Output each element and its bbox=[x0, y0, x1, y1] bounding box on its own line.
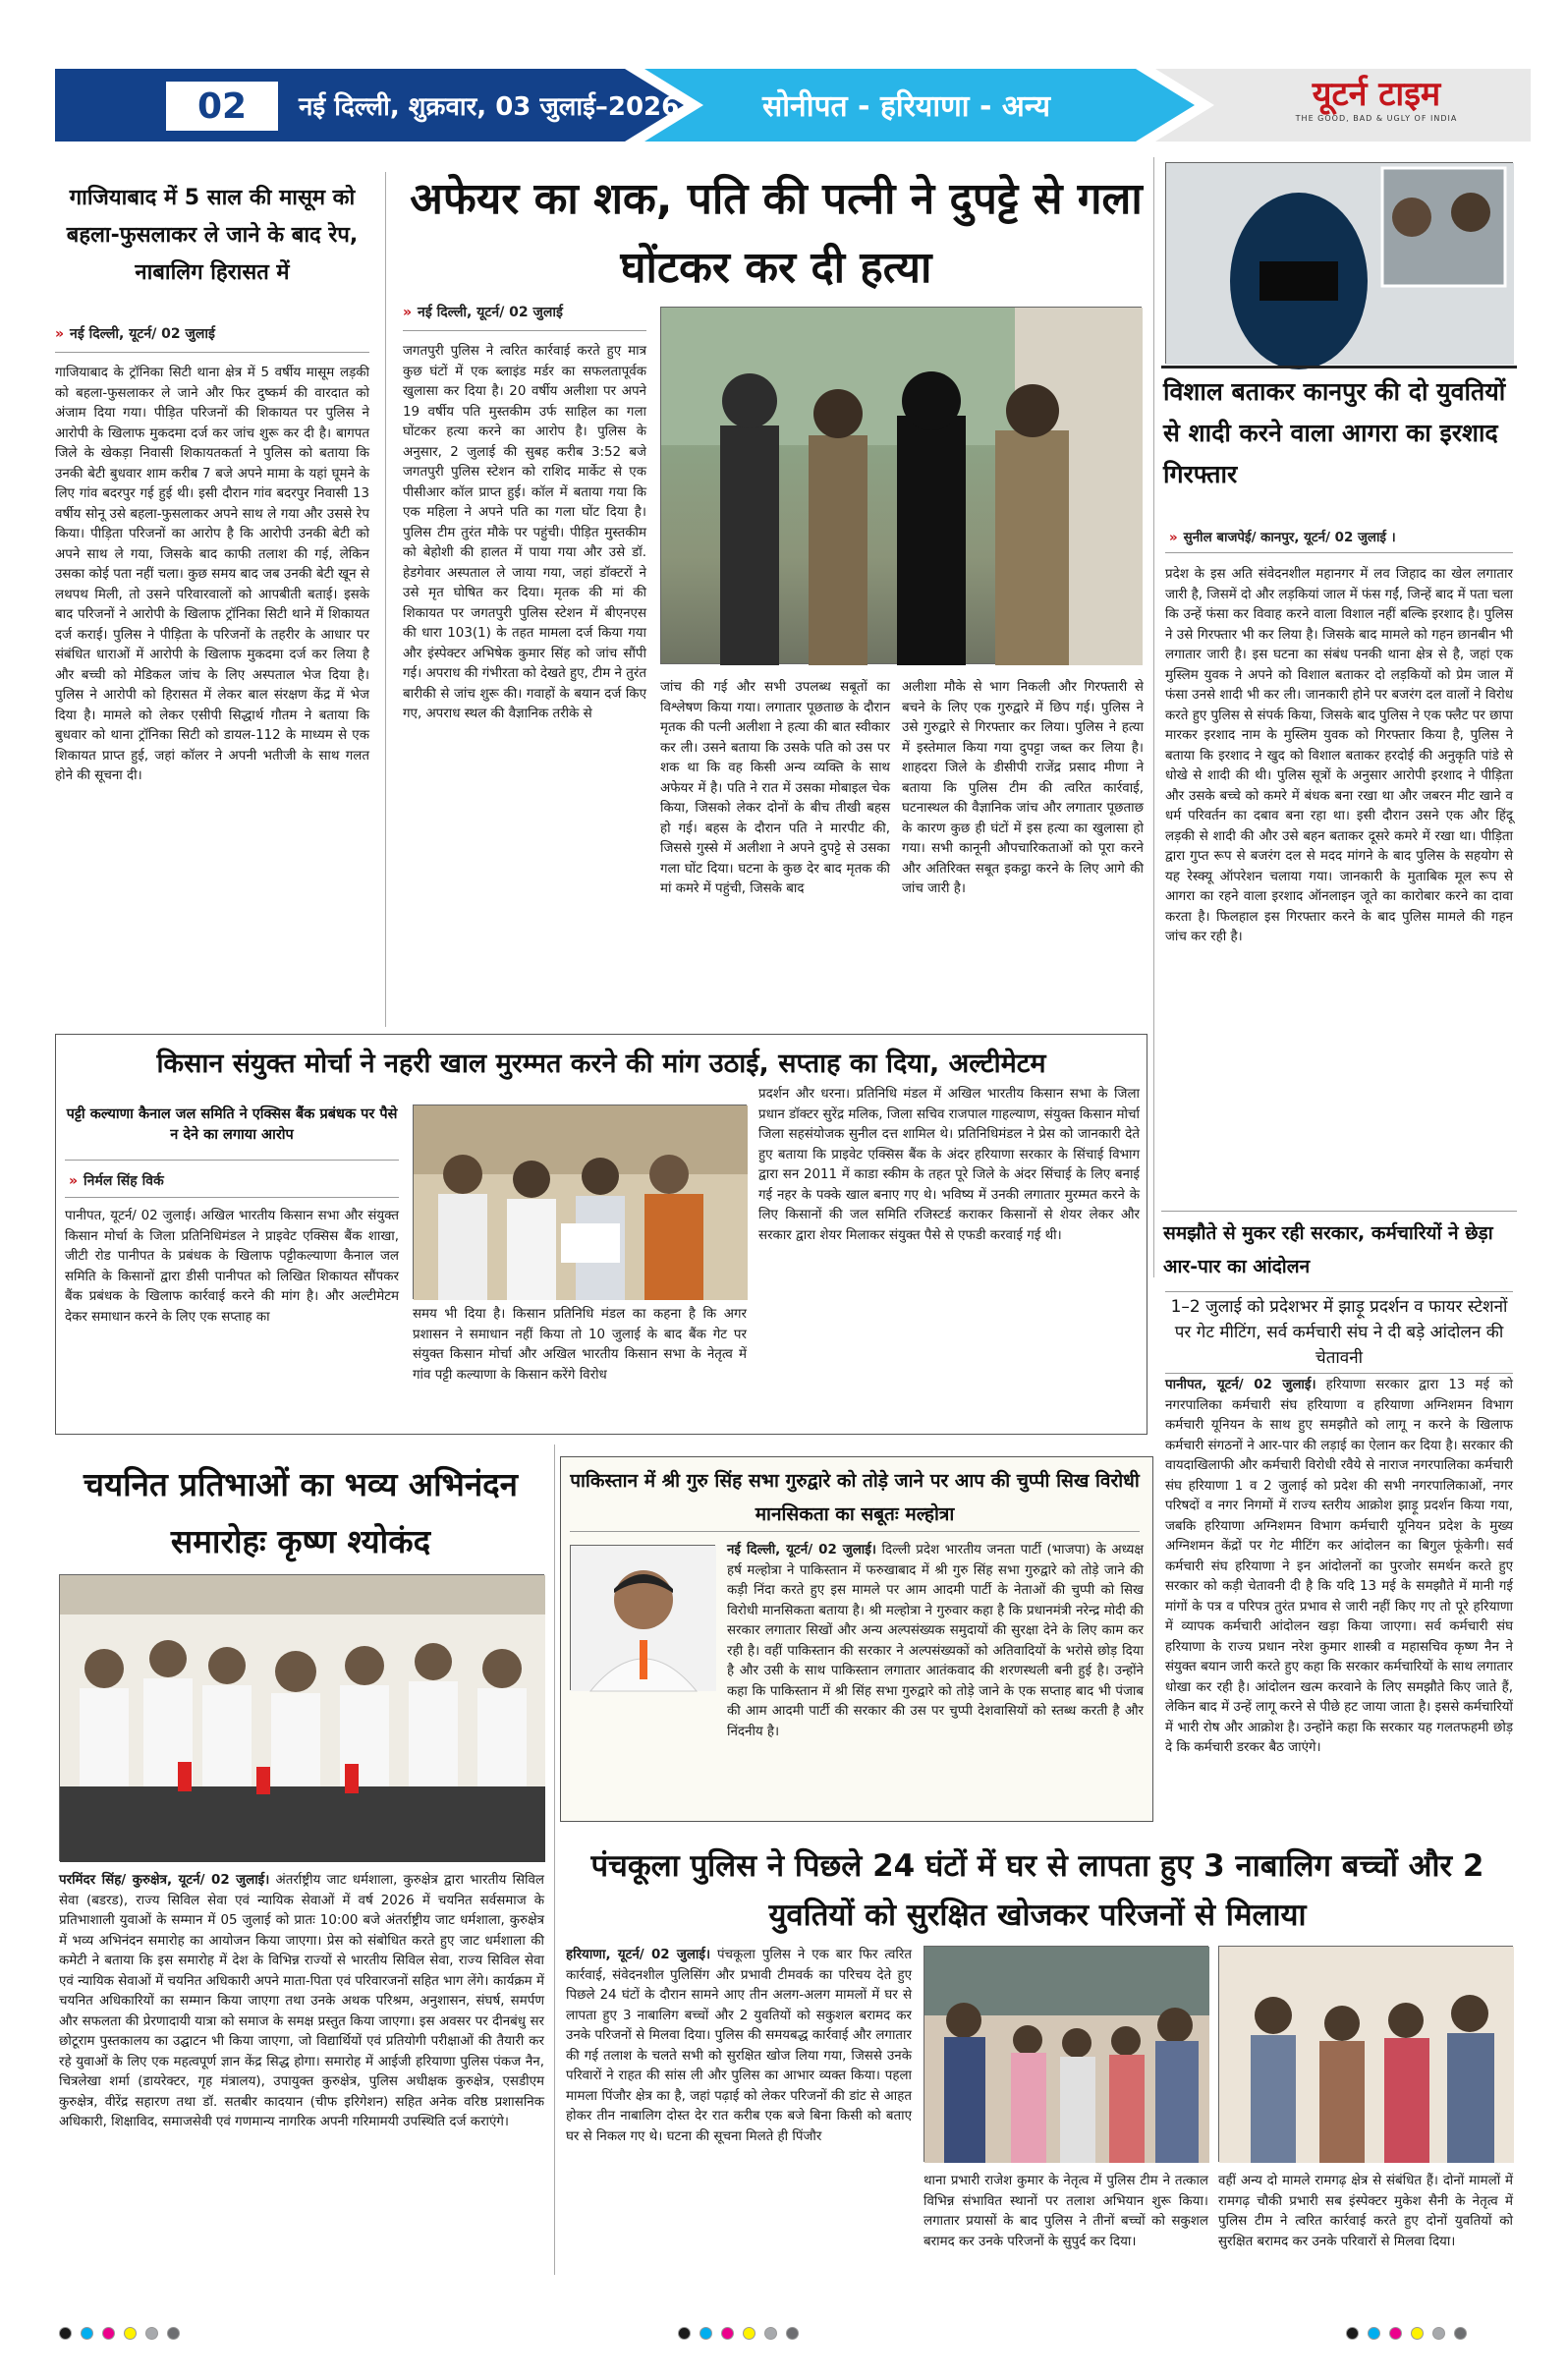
kisan-subhead: पट्टी कल्याणा कैनाल जल समिति ने एक्सिस बैंक प्रबंधक पर पैसे न देने का लगाया आरोप bbox=[66, 1106, 398, 1143]
gurudwara-headline: पाकिस्तान में श्री गुरु सिंह सभा गुरुद्वारे को तोड़े जाने पर आप की चुप्पी सिख विरोधी मानसिकता का सबूतः मल्होत्रा bbox=[570, 1464, 1140, 1532]
header-bar bbox=[55, 61, 1531, 149]
kanpur-dateline: » सुनील बाजपेई/ कानपुर, यूटर्न/ 02 जुलाई । bbox=[1169, 531, 1396, 545]
panchkula-photo-1 bbox=[923, 1946, 1208, 2162]
karmchari-dateline: पानीपत, यूटर्न/ 02 जुलाई। bbox=[1165, 1378, 1316, 1392]
gurudwara-body-text: दिल्ली प्रदेश भारतीय जनता पार्टी (भाजपा) के अध्यक्ष हर्ष मल्होत्रा ने पाकिस्तान में फरुखाबाद में श्री गुरु सिंह सभा गुरुद्वारे को तोड़े जाने की कड़ी निंदा करते हुए इस मामले पर आम आदमी पार्टी के नेताओं की चुप्पी को सिख विरोधी मानसिकता बताया है। श्री मल्होत्रा ने गुरुवार कहा है कि प्रधानमंत्री नरेन्द्र मोदी की सरकार लगातार सिखों और अन्य अल्पसंख्यक समुदायों की सुरक्षा देने के लिए काम कर रही है। वहीं पाकिस्तान की सरकार ने अल्पसंख्यकों को अतिवादियों के भरोसे छोड़ दिया है और उसी के साथ पाकिस्तान लगातार आतंकवाद की शरणस्थली बनी हुई है। उन्होंने कहा कि पाकिस्तान में श्री सिंह सभा गुरुद्वारे को तोड़े जाने के एक सप्ताह बाद भी पंजाब की आम आदमी पार्टी की सरकार की उस पर चुप्पी देशवासियों को स्तब्ध करती है और निंदनीय है। bbox=[727, 1543, 1144, 1739]
panchkula-body-col2: थाना प्रभारी राजेश कुमार के नेतृत्व में पुलिस टीम ने तत्काल विभिन्न संभावित स्थानों पर तलाश अभियान शुरू किया। लगातार प्रयासों के बाद पुलिस ने तीनों बच्चों को सकुशल बरामद कर उनके परिजनों के सुपुर्द कर दिया। bbox=[923, 2174, 1208, 2249]
abhinandan-photo-figures bbox=[60, 1575, 545, 1862]
kanpur-headline: विशाल बताकर कानपुर की दो युवतियों से शादी करने वाला आगरा का इरशाद गिरफ्तार bbox=[1163, 377, 1506, 488]
color-dot-icon bbox=[124, 2327, 137, 2340]
panchkula-photo-2-figures bbox=[1219, 1947, 1514, 2163]
color-dot-icon bbox=[743, 2327, 756, 2340]
masthead-logo bbox=[1234, 75, 1519, 134]
footer-color-dots-right bbox=[1346, 2325, 1476, 2344]
column-divider bbox=[385, 172, 386, 1027]
color-dot-icon bbox=[721, 2327, 734, 2340]
panchkula-body-col1 bbox=[566, 1946, 912, 2260]
gurudwara-body bbox=[727, 1541, 1144, 1739]
color-dot-icon bbox=[102, 2327, 115, 2340]
abhinandan-dateline: परमिंदर सिंह/ कुरुक्षेत्र, यूटर्न/ 02 जुलाई। bbox=[59, 1873, 270, 1888]
kisan-body-col1: पानीपत, यूटर्न/ 02 जुलाई। अखिल भारतीय किसान सभा और संयुक्त किसान मोर्चा के जिला प्रतिनिधिमंडल ने प्राइवेट एक्सिस बैंक शाखा, जीटी रोड पानीपत के प्रबंधक के खिलाफ पट्टीकल्याणा कैनाल जल समिति के किसानों द्वारा डीसी पानीपत को लिखित शिकायत सौंपकर बैंक प्रबंधक के खिलाफ कार्रवाई करने की मांग है। और अल्टीमेटम देकर समाधान करने के लिए एक सप्ताह का bbox=[65, 1209, 399, 1325]
affair-photo bbox=[660, 307, 1142, 664]
affair-body-col1: जगतपुरी पुलिस ने त्वरित कार्रवाई करते हुए मात्र कुछ घंटों में एक ब्लाइंड मर्डर का सफलतापूर्वक खुलासा कर दिया है। 20 वर्षीय अलीशा पर अपने 19 वर्षीय पति मुस्तकीम उर्फ साहिल का गला घोंटकर हत्या करने का आरोप है। पुलिस के अनुसार, 2 जुलाई की सुबह करीब 3:52 बजे जगतपुरी पुलिस स्टेशन को राशिद मार्केट से एक पीसीआर कॉल प्राप्त हुई। कॉल में बताया गया कि एक महिला ने अपने पति का गला घोंट दिया है। पुलिस टीम तुरंत मौके पर पहुंची। पीड़ित मुस्तकीम को बेहोशी की हालत में पाया गया और उसे डॉ. हेडगेवार अस्पताल ले जाया गया, जहां डॉक्टरों ने उसे मृत घोषित कर दिया। मृतक की मां की शिकायत पर जगतपुरी पुलिस स्टेशन में बीएनएस की धारा 103(1) के तहत मामला दर्ज किया गया और इंस्पेक्टर अभिषेक कुमार सिंह को जांच सौंपी गई। अपराध की गंभीरता को देखते हुए, टीम ने तुरंत बारीकी से जांच शुरू की। गवाहों के बयान दर्ज किए गए, अपराध स्थल की वैज्ञानिक तरीके से bbox=[403, 344, 646, 721]
color-dot-icon bbox=[764, 2327, 777, 2340]
gurudwara-photo-portrait bbox=[571, 1546, 716, 1691]
abhinandan-photo bbox=[59, 1574, 544, 1861]
affair-dateline: » नई दिल्ली, यूटर्न/ 02 जुलाई bbox=[403, 305, 563, 320]
color-dot-icon bbox=[1346, 2327, 1359, 2340]
kanpur-body: प्रदेश के इस अति संवेदनशील महानगर में लव जिहाद का खेल लगातार जारी है, जिसमें दो और लड़कियां जाल में फंस गईं, जिन्हें बाद में पता चला कि उन्हें फंसा कर विवाह करने वाला विशाल नहीं बल्कि इरशाद है। पुलिस ने उसे गिरफ्तार भी कर लिया है। जिसके बाद मामले को गहन छानबीन भी लगातार जारी है। इस घटना का संबंध पनकी थाना क्षेत्र से है, जहां एक मुस्लिम युवक ने अपने को विशाल बताकर दो लड़कियों को प्रेम जाल में फंसा उनसे शादी भी कर ली। जानकारी होने पर बजरंग दल वालों ने विरोध करते हुए पुलिस से संपर्क किया, जिसके बाद पुलिस ने एक फ्लैट पर छापा मारकर इरशाद नाम के मुस्लिम युवक को गिरफ्तार किया है, पुलिस ने बताया कि इरशाद ने खुद को विशाल बताकर हरदोई की अनुकृति पांडे से धोखे से शादी की थी। पुलिस सूत्रों के अनुसार आरोपी इरशाद ने पीड़िता और उसके बच्चे को कमरे में बंधक बना रखा था और जबरन मीट खाने व धर्म परिवर्तन का दबाव बना रहा था। इसी दौरान उसने एक और हिंदू लड़की से शादी की और उसे बहन बताकर दूसरे कमरे में रखा था। पीड़िता द्वारा गुप्त रूप से बजरंग दल से मदद मांगने के बाद पुलिस के सहयोग से यह रेस्क्यू ऑपरेशन चलाया गया। जानकारी के मुताबिक मूल रूप से आगरा का रहने वाला इरशाद ऑनलाइन जूते का कारोबार करने का दावा करता है। फिलहाल इस गिरफ्तार करने के बाद पुलिस मामले की गहन जांच कर रही है। bbox=[1165, 567, 1513, 944]
gurudwara-dateline: नई दिल्ली, यूटर्न/ 02 जुलाई। bbox=[727, 1543, 876, 1558]
dateline-chevron-icon: » bbox=[403, 305, 413, 320]
column-divider bbox=[1153, 157, 1154, 1277]
kisan-photo bbox=[413, 1105, 747, 1299]
affair-headline: अफेयर का शक, पति की पत्नी ने दुपट्टे से गला घोंटकर कर दी हत्या bbox=[410, 174, 1143, 293]
kisan-dateline: » निर्मल सिंह विर्क bbox=[69, 1173, 164, 1189]
dateline-chevron-icon: » bbox=[69, 1173, 79, 1189]
panchkula-body-text: पंचकूला पुलिस ने एक बार फिर त्वरित कार्रवाई, संवेदनशील पुलिसिंग और प्रभावी टीमवर्क का परिचय देते हुए पिछले 24 घंटों के दौरान सामने आए तीन अलग-अलग मामलों में घर से लापता हुए 3 नाबालिग बच्चों और 2 युवतियों को सकुशल बरामद कर उनके परिजनों से मिलवा दिया। पुलिस की समयबद्ध कार्रवाई और लगातार की गई तलाश के चलते सभी को सुरक्षित खोज लिया गया, जिससे उनके परिवारों ने राहत की सांस ली और पुलिस का आभार व्यक्त किया। पहला मामला पिंजौर क्षेत्र का है, जहां पढ़ाई को लेकर परिजनों की डांट से आहत होकर तीन नाबालिग दोस्त देर रात करीब एक बजे बिना किसी को बताए घर से निकल गए थे। घटना की सूचना मिलते ही पिंजौर bbox=[566, 1948, 912, 2144]
color-dot-icon bbox=[678, 2327, 691, 2340]
dateline-chevron-icon: » bbox=[1169, 531, 1178, 545]
gurudwara-photo bbox=[570, 1545, 715, 1690]
kisan-body-col3: प्रदर्शन और धरना। प्रतिनिधि मंडल में अखिल भारतीय किसान सभा के जिला प्रधान डॉक्टर सुरेंद्र मलिक, जिला सचिव राजपाल गाहल्याण, संयुक्त किसान मोर्चा जिला सहसंयोजक सुनील दत्त शामिल थे। प्रतिनिधिमंडल ने प्रेस को जानकारी देते हुए बताया कि प्राइवेट एक्सिस बैंक के अंदर हरियाणा सरकार के सिंचाई विभाग द्वारा सन 2011 में काडा स्कीम के तहत पूरे जिले के अंदर सिंचाई के लिए बनाई गई नहर के पक्के खाल बनाए गए थे। भविष्य में उनकी लगातार मुरम्मत करने के लिए किसानों की जल समिति रजिस्टर्ड कराकर किसानों से शेयर लेकर और सरकार द्वारा शेयर मिलाकर संयुक्त पैसे से एफडी करवाई गई थी। bbox=[758, 1087, 1140, 1243]
section-title: सोनीपत - हरियाणा - अन्य bbox=[762, 89, 1051, 124]
date-line: नई दिल्ली, शुक्रवार, 03 जुलाई–2026 bbox=[299, 92, 680, 122]
panchkula-photo-2 bbox=[1218, 1946, 1513, 2162]
footer-color-dots-center bbox=[678, 2325, 808, 2344]
color-dot-icon bbox=[1411, 2327, 1424, 2340]
kanpur-dateline-rule bbox=[1165, 552, 1513, 553]
panchkula-body-col3: वहीं अन्य दो मामले रामगढ़ क्षेत्र से संबंधित हैं। दोनों मामलों में रामगढ़ चौकी प्रभारी सब इंस्पेक्टर मुकेश सैनी के नेतृत्व में पुलिस टीम ने त्वरित कार्रवाई करते हुए दोनों युवतियों को सुरक्षित बरामद कर उनके परिवारों से मिलवा दिया। bbox=[1218, 2174, 1513, 2249]
ghaziabad-headline: गाजियाबाद में 5 साल की मासूम को बहला-फुसलाकर ले जाने के बाद रेप, नाबालिग हिरासत में bbox=[66, 186, 359, 285]
karmchari-subhead: 1–2 जुलाई को प्रदेशभर में झाड़ू प्रदर्शन व फायर स्टेशनों पर गेट मीटिंग, सर्व कर्मचारी संघ ने दी बड़े आंदोलन की चेतावनी bbox=[1165, 1291, 1513, 1374]
color-dot-icon bbox=[167, 2327, 180, 2340]
abhinandan-headline: चयनित प्रतिभाओं का भव्य अभिनंदन समारोहः कृष्ण श्योकंद bbox=[84, 1465, 518, 1560]
affair-photo-figures bbox=[661, 308, 1143, 665]
karmchari-top-rule bbox=[1161, 1211, 1517, 1212]
panchkula-photo-1-figures bbox=[924, 1947, 1209, 2163]
ghaziabad-body: गाजियाबाद के ट्रॉनिका सिटी थाना क्षेत्र में 5 वर्षीय मासूम लड़की को बहला-फुसलाकर ले जाने और फिर दुष्कर्म की वारदात को अंजाम दिया गया। पीड़ित परिजनों की शिकायत पर पुलिस ने आरोपी के खिलाफ मुकदमा दर्ज कर जांच शुरू कर दी है। बागपत जिले के खेकड़ा निवासी शिकायतकर्ता ने पुलिस को बताया कि उनकी बेटी बुधवार शाम करीब 7 बजे अपने मामा के यहां घूमने के लिए गांव बदरपुर गई हुई थी। इसी दौरान गांव बदरपुर निवासी 13 वर्षीय सोनू उसे बहला-फुसलाकर अपने साथ ले गया और उससे रेप किया। पीड़िता परिजनों का आरोप है कि आरोपी उनकी बेटी को अपने साथ ले गया, जिसके बाद काफी तलाश की गई, लेकिन उसका कोई पता नहीं चला। कुछ समय बाद जब उनकी बेटी खून से लथपथ मिली, तो उसने परिवारवालों को आपबीती बताई। इसके बाद परिजनों ने आरोपी के खिलाफ ट्रॉनिका सिटी थाने में शिकायत दर्ज कराई। पुलिस ने पीड़िता के परिजनों के तहरीर के आधार पर संबंधित धाराओं में आरोपी के खिलाफ मुकदमा दर्ज कर लिया है और बच्ची को मेडिकल जांच के लिए अस्पताल भेज दिया है। पुलिस ने आरोपी को हिरासत में लेकर बाल संरक्षण केंद्र में भेज दिया है। मामले को लेकर एसीपी सिद्धार्थ गौतम ने बताया कि बुधवार को थाना ट्रॉनिका सिटी को डायल-112 के माध्यम से एक शिकायत प्राप्त हुई, जहां कॉलर ने अपनी भतीजी के साथ गलत होने की सूचना दी। bbox=[55, 366, 369, 783]
footer-color-dots-left bbox=[59, 2325, 189, 2344]
ghaziabad-dateline-rule bbox=[55, 352, 369, 353]
color-dot-icon bbox=[1454, 2327, 1467, 2340]
affair-body-col2: जांच की गई और सभी उपलब्ध सबूतों का विश्लेषण किया गया। लगातार पूछताछ के दौरान मृतक की पत्नी अलीशा ने हत्या की बात स्वीकार कर ली। उसने बताया कि उसके पति को उस पर शक था कि वह किसी अन्य व्यक्ति के साथ अफेयर में है। पति ने रात में उसका मोबाइल चेक किया, जिसको लेकर दोनों के बीच तीखी बहस हो गई। बहस के दौरान पति ने मारपीट की, जिससे गुस्से में अलीशा ने अपने दुपट्टे से उसका गला घोंट दिया। घटना के कुछ देर बाद मृतक की मां कमरे में पहुंची, जिसके बाद bbox=[660, 680, 890, 896]
abhinandan-body-text: अंतर्राष्ट्रीय जाट धर्मशाला, कुरुक्षेत्र द्वारा भारतीय सिविल सेवा (बडरड), राज्य सिविल सेवा एवं न्यायिक सेवाओं में वर्ष 2026 में चयनित सर्वसमाज के प्रतिभाशाली युवाओं के सम्मान में 05 जुलाई को प्रातः 10:00 बजे अंतर्राष्ट्रीय जाट धर्मशाला, कुरुक्षेत्र में भव्य अभिनंदन समारोह का आयोजन किया जाएगा। प्रेस को संबोधित करते हुए जाट धर्मशाला की कमेटी ने बताया कि इस समारोह में देश के विभिन्न राज्यों से भारतीय सिविल सेवा, राज्य सिविल सेवा एवं न्यायिक सेवाओं में चयनित अधिकारी अपने माता-पिता एवं परिवारजनों सहित भाग लेंगे। कार्यक्रम में चयनित अधिकारियों का सम्मान किया जाएगा तथा उनके अथक परिश्रम, अनुशासन, संघर्ष, समर्पण और सफलता की प्रेरणादायी यात्रा को समाज के समक्ष प्रस्तुत किया जाएगा। इस अवसर पर दीनबंधु सर छोटूराम पुस्तकालय का उद्घाटन भी किया जाएगा, जो विद्यार्थियों एवं प्रतियोगी परीक्षाओं की तैयारी कर रहे युवाओं के लिए एक महत्वपूर्ण ज्ञान केंद्र सिद्ध होगा। समारोह में आईजी हरियाणा पुलिस पंकज नैन, चित्रलेखा शर्मा (डायरेक्टर, गृह मंत्रालय), उपायुक्त कुरुक्षेत्र, पुलिस अधीक्षक कुरुक्षेत्र, एसडीएम कुरुक्षेत्र, वीरेंद्र सहारण तथा डॉ. सतबीर कादयान (चीफ इरिगेशन) सहित अनेक वरिष्ठ प्रशासनिक अधिकारी, शिक्षाविद, समाजसेवी एवं गणमान्य नागरिक अपनी गरिमामयी उपस्थिति दर्ज कराएंगे। bbox=[59, 1873, 545, 2129]
kisan-dateline-rule bbox=[65, 1197, 399, 1198]
kisan-body-col2: समय भी दिया है। किसान प्रतिनिधि मंडल का कहना है कि अगर प्रशासन ने समाधान नहीं किया तो 10 जुलाई के बाद बैंक गेट पर संयुक्त किसान मोर्चा और अखिल भारतीय किसान सभा के नेतृत्व में गांव पट्टी कल्याणा के किसान करेंगे विरोध bbox=[413, 1307, 747, 1383]
color-dot-icon bbox=[1368, 2327, 1380, 2340]
karmchari-headline: समझौते से मुकर रही सरकार, कर्मचारियों ने छेड़ा आर-पार का आंदोलन bbox=[1163, 1222, 1493, 1277]
panchkula-headline: पंचकूला पुलिस ने पिछले 24 घंटों में घर से लापता हुए 3 नाबालिग बच्चों और 2 युवतियों को सुरक्षित खोजकर परिजनों से मिलाया bbox=[590, 1848, 1484, 1933]
kanpur-headline-rule bbox=[1161, 366, 1517, 368]
kisan-subhead-rule bbox=[65, 1160, 399, 1161]
kisan-headline: किसान संयुक्त मोर्चा ने नहरी खाल मुरम्मत करने की मांग उठाई, सप्ताह का दिया, अल्टीमेटम bbox=[156, 1048, 1046, 1079]
affair-dateline-rule bbox=[403, 330, 646, 331]
color-dot-icon bbox=[81, 2327, 93, 2340]
color-dot-icon bbox=[145, 2327, 158, 2340]
kisan-photo-figures bbox=[414, 1105, 748, 1300]
color-dot-icon bbox=[1389, 2327, 1402, 2340]
affair-body-col3: अलीशा मौके से भाग निकली और गिरफ्तारी से बचने के लिए एक गुरुद्वारे में छिप गई। पुलिस ने उसे गुरुद्वारे से गिरफ्तार कर लिया। पुलिस ने हत्या में इस्तेमाल किया गया दुपट्टा जब्त कर लिया है। शाहदरा जिले के डीसीपी राजेंद्र प्रसाद मीणा ने बताया कि पुलिस टीम की त्वरित कार्रवाई, घटनास्थल की वैज्ञानिक जांच और लगातार पूछताछ के कारण कुछ ही घंटों में इस हत्या का खुलासा हो गया। सभी कानूनी औपचारिकताओं को पूरा करने और अतिरिक्त सबूत इकट्ठा करने के लिए आगे की जांच जारी है। bbox=[902, 680, 1144, 896]
panchkula-dateline: हरियाणा, यूटर्न/ 02 जुलाई। bbox=[566, 1948, 711, 1962]
page-number: 02 bbox=[196, 85, 248, 127]
color-dot-icon bbox=[786, 2327, 799, 2340]
kanpur-photo bbox=[1165, 162, 1513, 364]
kanpur-photo-figures bbox=[1166, 163, 1514, 365]
color-dot-icon bbox=[1432, 2327, 1445, 2340]
color-dot-icon bbox=[59, 2327, 72, 2340]
karmchari-body-text: हरियाणा सरकार द्वारा 13 मई को नगरपालिका कर्मचारी संघ हरियाणा व हरियाणा अग्निशमन विभाग कर्मचारी यूनियन के साथ हुए समझौते को लागू न करने के खिलाफ कर्मचारी संगठनों ने आर-पार की लड़ाई का ऐलान कर दिया है। सरकार की वायदाखिलाफी और कर्मचारी विरोधी रवैये से नाराज नगरपालिका कर्मचारी संघ हरियाणा 1 व 2 जुलाई को प्रदेश की सभी नगरपालिकाओं, नगर परिषदों व नगर निगमों में राज्य स्तरीय आक्रोश झाड़ू प्रदर्शन किया गया, जबकि हरियाणा अग्निशमन विभाग कर्मचारी यूनियन प्रदेश के मुख्य अग्निशमन केंद्रों पर गेट मीटिंग कर आंदोलन का बिगुल फूंकेगी। सर्व कर्मचारी संघ हरियाणा ने इन आंदोलनों का पुरजोर समर्थन करते हुए सरकार को कड़ी चेतावनी दी है कि यदि 13 मई के समझौते में मानी गई मांगों के पत्र व परिपत्र तुरंत प्रभाव से जारी नहीं किए गए तो पूरे हरियाणा में व्यापक कर्मचारी आंदोलन खड़ा किया जाएगा। सर्व कर्मचारी संघ हरियाणा के राज्य प्रधान नरेश कुमार शास्त्री व महासचिव कृष्ण नैन ने संयुक्त बयान जारी करते हुए कहा कि सरकार कर्मचारियों के साथ लगातार धोखा कर रही है। आंदोलन खत्म करवाने के लिए समझौते किए जाते हैं, लेकिन बाद में उन्हें लागू करने से पीछे हट जाया जाता है। इससे कर्मचारियों में भारी रोष और आक्रोश है। उन्होंने कहा कि सरकार यह गलतफहमी छोड़ दे कि कर्मचारी डरकर बैठ जाएंगे। bbox=[1165, 1378, 1513, 1755]
page-number-box bbox=[163, 79, 281, 134]
dateline-chevron-icon: » bbox=[55, 326, 65, 342]
masthead-title: यूटर्न टाइम bbox=[1312, 75, 1441, 114]
ghaziabad-dateline: » नई दिल्ली, यूटर्न/ 02 जुलाई bbox=[55, 326, 215, 342]
color-dot-icon bbox=[700, 2327, 712, 2340]
column-divider bbox=[554, 1445, 555, 2275]
abhinandan-body bbox=[59, 1871, 544, 2260]
masthead-tagline: THE GOOD, BAD & UGLY OF INDIA bbox=[1295, 114, 1458, 123]
